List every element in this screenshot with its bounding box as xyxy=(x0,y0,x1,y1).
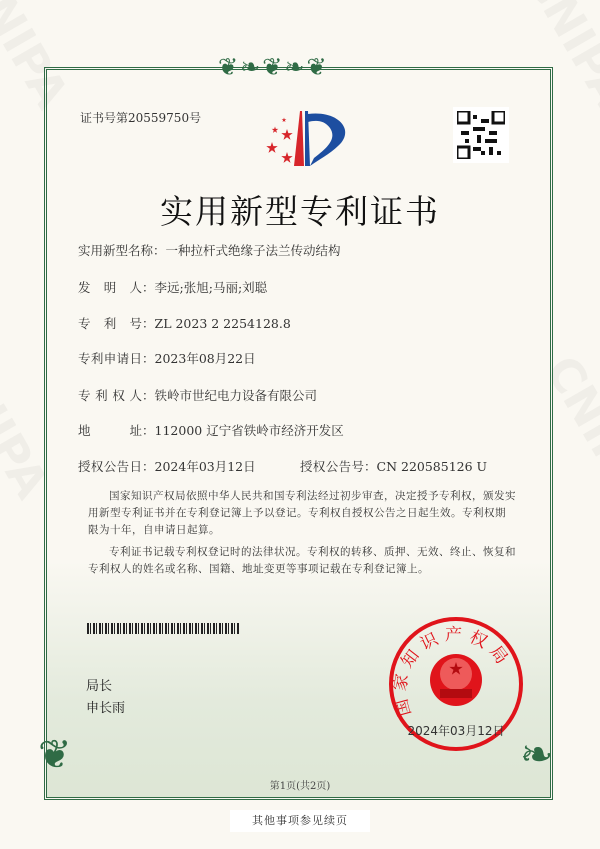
field-label: 授权公告日 xyxy=(78,459,142,474)
colon: ： xyxy=(153,243,166,258)
field-grant-date xyxy=(78,459,256,475)
cnipa-logo xyxy=(258,108,348,172)
body-paragraph: 专利证书记载专利权登记时的法律状况。专利权的转移、质押、无效、终止、恢复和专利权人的姓名或名称、国籍、地址变更等事项记载在专利登记簿上。 xyxy=(88,546,516,575)
official-seal xyxy=(386,614,526,754)
barcode xyxy=(87,623,239,634)
field-utility-model-name xyxy=(78,243,341,259)
field-application-date xyxy=(78,351,256,367)
colon: ： xyxy=(364,459,377,474)
field-value: ZL 2023 2 2254128.8 xyxy=(154,316,291,331)
field-value: 铁岭市世纪电力设备有限公司 xyxy=(154,388,318,403)
ornament-bottom-left: ❦ xyxy=(38,732,72,778)
signatory-name: 申长雨 xyxy=(86,701,126,716)
field-label: 专利申请日 xyxy=(78,351,142,366)
page-number: 第1页(共2页) xyxy=(269,781,331,792)
field-label: 实用新型名称 xyxy=(78,243,154,258)
star-icon xyxy=(266,118,292,163)
field-value: 2024年03月12日 xyxy=(154,459,256,474)
national-emblem-icon xyxy=(430,654,482,706)
field-address xyxy=(78,423,344,439)
field-label: 专利号 xyxy=(78,316,142,331)
ornament-bottom-right: ❧ xyxy=(520,732,554,778)
field-inventors xyxy=(78,280,267,296)
field-value: 一种拉杆式绝缘子法兰传动结构 xyxy=(165,243,341,258)
colon: ： xyxy=(142,351,155,366)
field-value: 李远;张旭;马丽;刘聪 xyxy=(154,280,268,295)
logo-red-stroke xyxy=(294,111,304,166)
qr-code xyxy=(453,107,509,163)
field-grant-publication-number xyxy=(300,459,487,475)
field-label: 授权公告号 xyxy=(300,459,364,474)
field-label: 地址 xyxy=(78,423,142,438)
field-value: 112000 辽宁省铁岭市经济开发区 xyxy=(154,423,344,438)
colon: ： xyxy=(142,423,155,438)
footer-note: 其他事项参见续页 xyxy=(230,810,370,832)
colon: ： xyxy=(142,316,155,331)
page-title: 实用新型专利证书 xyxy=(160,192,440,231)
colon: ： xyxy=(142,388,155,403)
signatory-title: 局长 xyxy=(86,679,113,694)
field-label: 发明人 xyxy=(78,280,142,295)
field-value: CN 220585126 U xyxy=(376,459,488,474)
seal-text: 国家知识产权局 xyxy=(390,625,516,719)
field-label: 专利权人 xyxy=(78,388,142,403)
body-paragraph: 国家知识产权局依照中华人民共和国专利法经过初步审查，决定授予专利权，颁发实用新型专利证书并在专利登记簿上予以登记。专利权自授权公告之日起生效。专利权期限为十年，自申请日起算。 xyxy=(88,490,516,536)
field-value: 2023年08月22日 xyxy=(154,351,256,366)
seal-date: 2024年03月12日 xyxy=(407,724,505,738)
certificate-number: 证书号第20559750号 xyxy=(80,111,202,125)
colon: ： xyxy=(142,280,155,295)
ornament-top: ❦❧❦❧❦ xyxy=(218,53,329,81)
field-patent-number xyxy=(78,316,291,332)
colon: ： xyxy=(142,459,155,474)
field-patentee xyxy=(78,388,317,404)
logo-p-curve xyxy=(308,113,345,166)
